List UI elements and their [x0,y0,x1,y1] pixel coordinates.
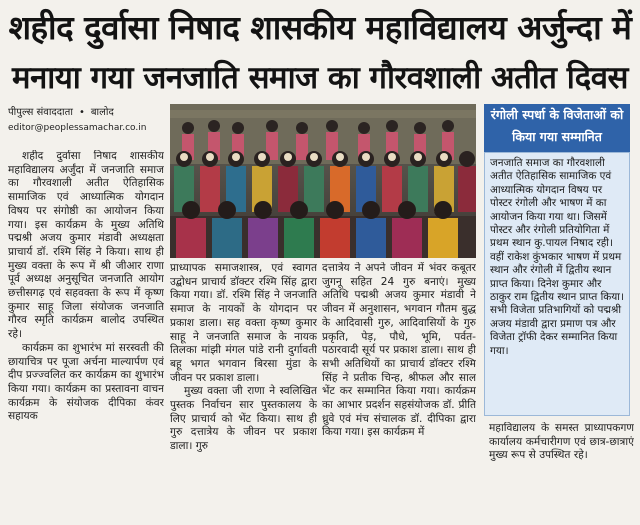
paragraph: दत्तात्रेय ने अपने जीवन में भंवर कबूतर जुगनू सहित 24 गुरु बनाएं। मुख्य अतिथि पद्मश्री अजय कुमार मंडावी ने जीवन में अनुशासन, भगवान गौतम बुद्ध के आदिवासी गुरु, आदिवासियों के गुरु प्रकृति, पेड़, पौधे, भूमि, पर्वत- पठारवादी सूर्य पर प्रकाश डाला। साथ ही सभी अतिथियों का प्राचार्य डॉक्टर रश्मि सिंह ने प्रतीक चिन्ह, श्रीफल और साल भेंट कर सम्मानित किया गया। कार्यक्रम का आभार प्रदर्शन सहसंयोजक डॉ. प्रीति ध्रुवे एवं मंच संचालक डॉ. दीपिका द्वारा किया गया। इस कार्यक्रम में [322,262,476,439]
headline-line-2: मनाया गया जनजाति समाज का गौरवशाली अतीत दिवस [12,60,628,96]
article-column-4 [489,422,634,520]
byline-reporter: पीपुल्स संवाददाता [8,107,73,118]
sidebar-box [484,152,630,416]
sidebar-title: रंगोली स्पर्धा के विजेताओं को किया गया सम्मानित [484,104,630,152]
paragraph: महाविद्यालय के समस्त प्राध्यापकगण कार्यालय कर्मचारीगण एवं छात्र-छात्राएं मुख्य रूप से उपस्थित रहे। [489,422,634,462]
byline [8,106,114,120]
article-column-1 [8,150,164,520]
paragraph: शहीद दुर्वासा निषाद शासकीय महाविद्यालय अर्जुंदा में जनजाति समाज का गौरवशाली अतीत ऐतिहासिक सामाजिक एवं आध्यात्मिक योगदान विषय पर संगोष्ठी का आयोजन किया गया। इस कार्यक्रम के मुख्य अतिथि पद्मश्री अजय कुमार मंडावी अध्यक्षता प्राचार्य डॉ. रश्मि सिंह ने किया। साथ ही मुख्य वक्ता के रूप में श्री जीआर राणा पूर्व अध्यक्ष अनुसूचित जनजाति आयोग छत्तीसगढ़ एवं सहवक्ता के रूप में कृष्ण कुमार साहू जिला संयोजक जनजाति गौरव स्मृति कार्यक्रम बालोद उपस्थित रहे। [8,150,164,341]
byline-place: बालोद [90,107,114,118]
sidebar-body: जनजाति समाज का गौरवशाली अतीत ऐतिहासिक सामाजिक एवं आध्यात्मिक योगदान विषय पर पोस्टर रंगोली और भाषण में का आयोजन किया गया था। जिसमें पोस्टर और रंगोली प्रतियोगिता में प्रथम स्थान कु.पायल निषाद रही। वहीं राकेश कुंभकार भाषण में प्रथम स्थान और रंगोली में द्वितीय स्थान प्राप्त किया। दिनेश कुमार और ठाकुर राम द्वितीय स्थान प्राप्त किया। सभी विजेता प्रतिभागियों को पद्मश्री अजय मंडावी द्वारा प्रमाण पत्र और विजेता ट्रॉफी देकर सम्मानित किया गया। [490,157,624,357]
paragraph: कार्यक्रम का शुभारंभ मां सरस्वती की छायाचित्र पर पूजा अर्चना माल्यार्पण एवं दीप प्रज्ज्वलित कर कार्यक्रम का शुभारंभ किया गया। कार्यक्रम का प्रस्तावना वाचन कार्यक्रम के संयोजक दीपिका कंवर सहायक [8,341,164,423]
paragraph: प्राध्यापक समाजशास्त्र, एवं स्वागत उद्बोधन प्राचार्य डॉक्टर रश्मि सिंह द्वारा किया गया। डॉ. रश्मि सिंह ने जनजाति समाज के नायकों के योगदान पर प्रकाश डाला। सह वक्ता कृष्ण कुमार साहू ने जनजाति समाज के नायक तिलका मांझी मंगल पांडे रानी दुर्गावती बहू भगत भगवान बिरसा मुंडा के जीवन पर प्रकाश डाला। [170,262,317,384]
group-photo-illustration [170,104,476,258]
group-photo [170,104,476,258]
paragraph: मुख्य वक्ता जी राणा ने स्वलिखित पुस्तक निर्वाचन सार पुस्तकालय के लिए प्राचार्य को भेंट किया। साथ ही गुरु दत्तात्रेय के जीवन पर प्रकाश डाला। गुरु [170,385,317,453]
article-column-3 [322,262,476,520]
headline-line-1: शहीद दुर्वासा निषाद शासकीय महाविद्यालय अर्जुन्दा में [8,8,632,47]
byline-separator: • [78,107,85,118]
article-column-2 [170,262,317,520]
byline-email[interactable]: editor@peoplessamachar.co.in [8,123,147,133]
